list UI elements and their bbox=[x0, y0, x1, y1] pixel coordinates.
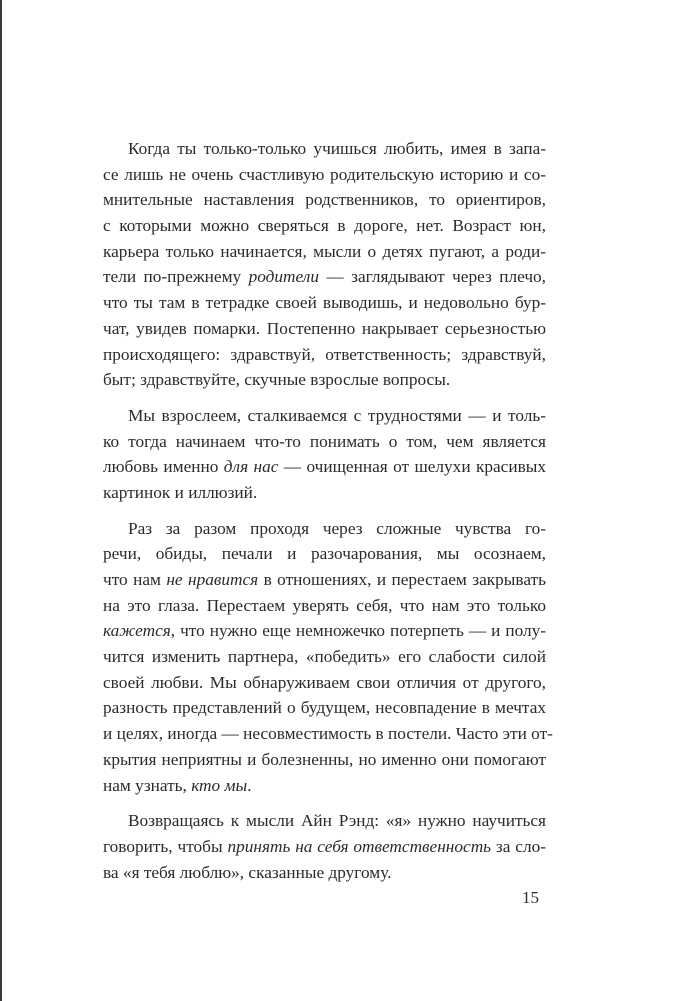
text-line bbox=[103, 860, 546, 886]
italic-text: для нас bbox=[223, 457, 279, 477]
text-line bbox=[103, 239, 546, 265]
text-line bbox=[103, 290, 546, 316]
text-segment: нам узнать, bbox=[103, 775, 192, 795]
text-segment: тели по-прежнему bbox=[103, 267, 249, 287]
italic-text: кто мы bbox=[191, 775, 248, 795]
text-line bbox=[103, 834, 546, 860]
text-segment: с которыми можно сверяться в дороге, нет. Возраст юн, bbox=[103, 216, 546, 236]
text-line bbox=[103, 541, 546, 567]
text-segment: на это глаза. Перестаем уверять себя, что нам это только bbox=[103, 595, 546, 615]
text-line bbox=[103, 567, 546, 593]
text-line bbox=[103, 403, 546, 429]
text-segment: разность представлений о будущем, несовпадение в мечтах bbox=[103, 698, 546, 718]
text-segment: происходящего: здравствуй, ответственность; здравствуй, bbox=[103, 344, 546, 364]
text-segment: карьера только начинается, мысли о детях пугают, а роди- bbox=[103, 241, 546, 261]
text-segment: чится изменить партнера, «победить» его слабости силой bbox=[103, 647, 546, 667]
paragraph-gap bbox=[103, 506, 546, 516]
paragraph-gap bbox=[103, 798, 546, 808]
page-number: 15 bbox=[522, 888, 539, 907]
paragraph bbox=[103, 403, 546, 506]
text-segment: — очищенная от шелухи красивых bbox=[278, 457, 547, 477]
text-line bbox=[103, 747, 546, 773]
text-segment: се лишь не очень счастливую родительскую историю и со- bbox=[103, 164, 546, 184]
italic-text: не нравится bbox=[166, 570, 259, 589]
text-line bbox=[103, 773, 546, 799]
text-segment: своей любви. Мы обнаруживаем свои отличия от другого, bbox=[103, 672, 546, 692]
text-line bbox=[103, 593, 546, 619]
text-segment: в отношениях, и перестаем закрывать bbox=[258, 570, 546, 589]
paragraph-gap bbox=[103, 393, 546, 403]
text-line bbox=[103, 480, 546, 506]
text-segment: мнительные наставления родственников, то ориентиров, bbox=[103, 190, 546, 210]
italic-text: принять на себя ответственность bbox=[227, 836, 492, 856]
text-segment: любовь именно bbox=[103, 457, 224, 477]
page-edge-rule bbox=[0, 0, 2, 1001]
text-line bbox=[103, 695, 546, 721]
text-segment: Возвращаясь к мысли Айн Рэнд: «я» нужно научиться bbox=[128, 811, 546, 831]
text-segment: и целях, иногда — несовместимость в постели. Часто эти от- bbox=[103, 724, 553, 744]
text-segment: картинок и иллюзий. bbox=[103, 482, 258, 502]
italic-text: кажется bbox=[103, 621, 171, 641]
text-segment: что нам bbox=[103, 570, 167, 589]
text-line bbox=[103, 136, 546, 162]
text-segment: что ты там в тетрадке своей выводишь, и недовольно бур- bbox=[103, 293, 546, 313]
text-line bbox=[103, 213, 546, 239]
text-line bbox=[103, 187, 546, 213]
text-line bbox=[103, 316, 546, 342]
italic-text: родители bbox=[248, 267, 319, 287]
text-segment: говорить, чтобы bbox=[103, 836, 228, 856]
text-segment: Раз за разом проходя через сложные чувства го- bbox=[128, 518, 546, 538]
text-segment: за сло- bbox=[491, 836, 546, 856]
text-line bbox=[103, 342, 546, 368]
text-line bbox=[103, 721, 553, 747]
text-segment: быт; здравствуйте, скучные взрослые вопросы. bbox=[103, 370, 451, 390]
text-segment: . bbox=[247, 775, 252, 795]
text-line bbox=[103, 429, 546, 455]
paragraph bbox=[103, 136, 546, 393]
text-segment: ва «я тебя люблю», сказанные другому. bbox=[103, 862, 392, 882]
text-line bbox=[103, 618, 546, 644]
text-segment: Когда ты только-только учишься любить, имея в запа- bbox=[128, 139, 546, 158]
text-line bbox=[103, 670, 546, 696]
text-segment: ко тогда начинаем что-то понимать о том, чем является bbox=[103, 431, 546, 451]
text-segment: — заглядывают через плечо, bbox=[318, 267, 547, 287]
text-segment: чат, увидев помарки. Постепенно накрывает серьезностью bbox=[103, 318, 546, 338]
text-line bbox=[103, 162, 546, 188]
paragraph bbox=[103, 516, 553, 799]
text-line bbox=[103, 454, 546, 480]
text-line bbox=[103, 367, 546, 393]
text-segment: крытия неприятны и болезненны, но именно они помогают bbox=[103, 749, 546, 769]
text-segment: речи, обиды, печали и разочарования, мы осознаем, bbox=[103, 544, 546, 564]
text-line bbox=[103, 808, 546, 834]
text-line bbox=[103, 644, 546, 670]
body-text bbox=[103, 136, 553, 885]
text-line bbox=[103, 516, 546, 542]
text-line bbox=[103, 264, 546, 290]
paragraph bbox=[103, 808, 546, 885]
text-segment: Мы взрослеем, сталкиваемся с трудностями — и толь- bbox=[128, 405, 546, 425]
text-segment: , что нужно еще немножечко потерпеть — и полу- bbox=[170, 621, 546, 641]
